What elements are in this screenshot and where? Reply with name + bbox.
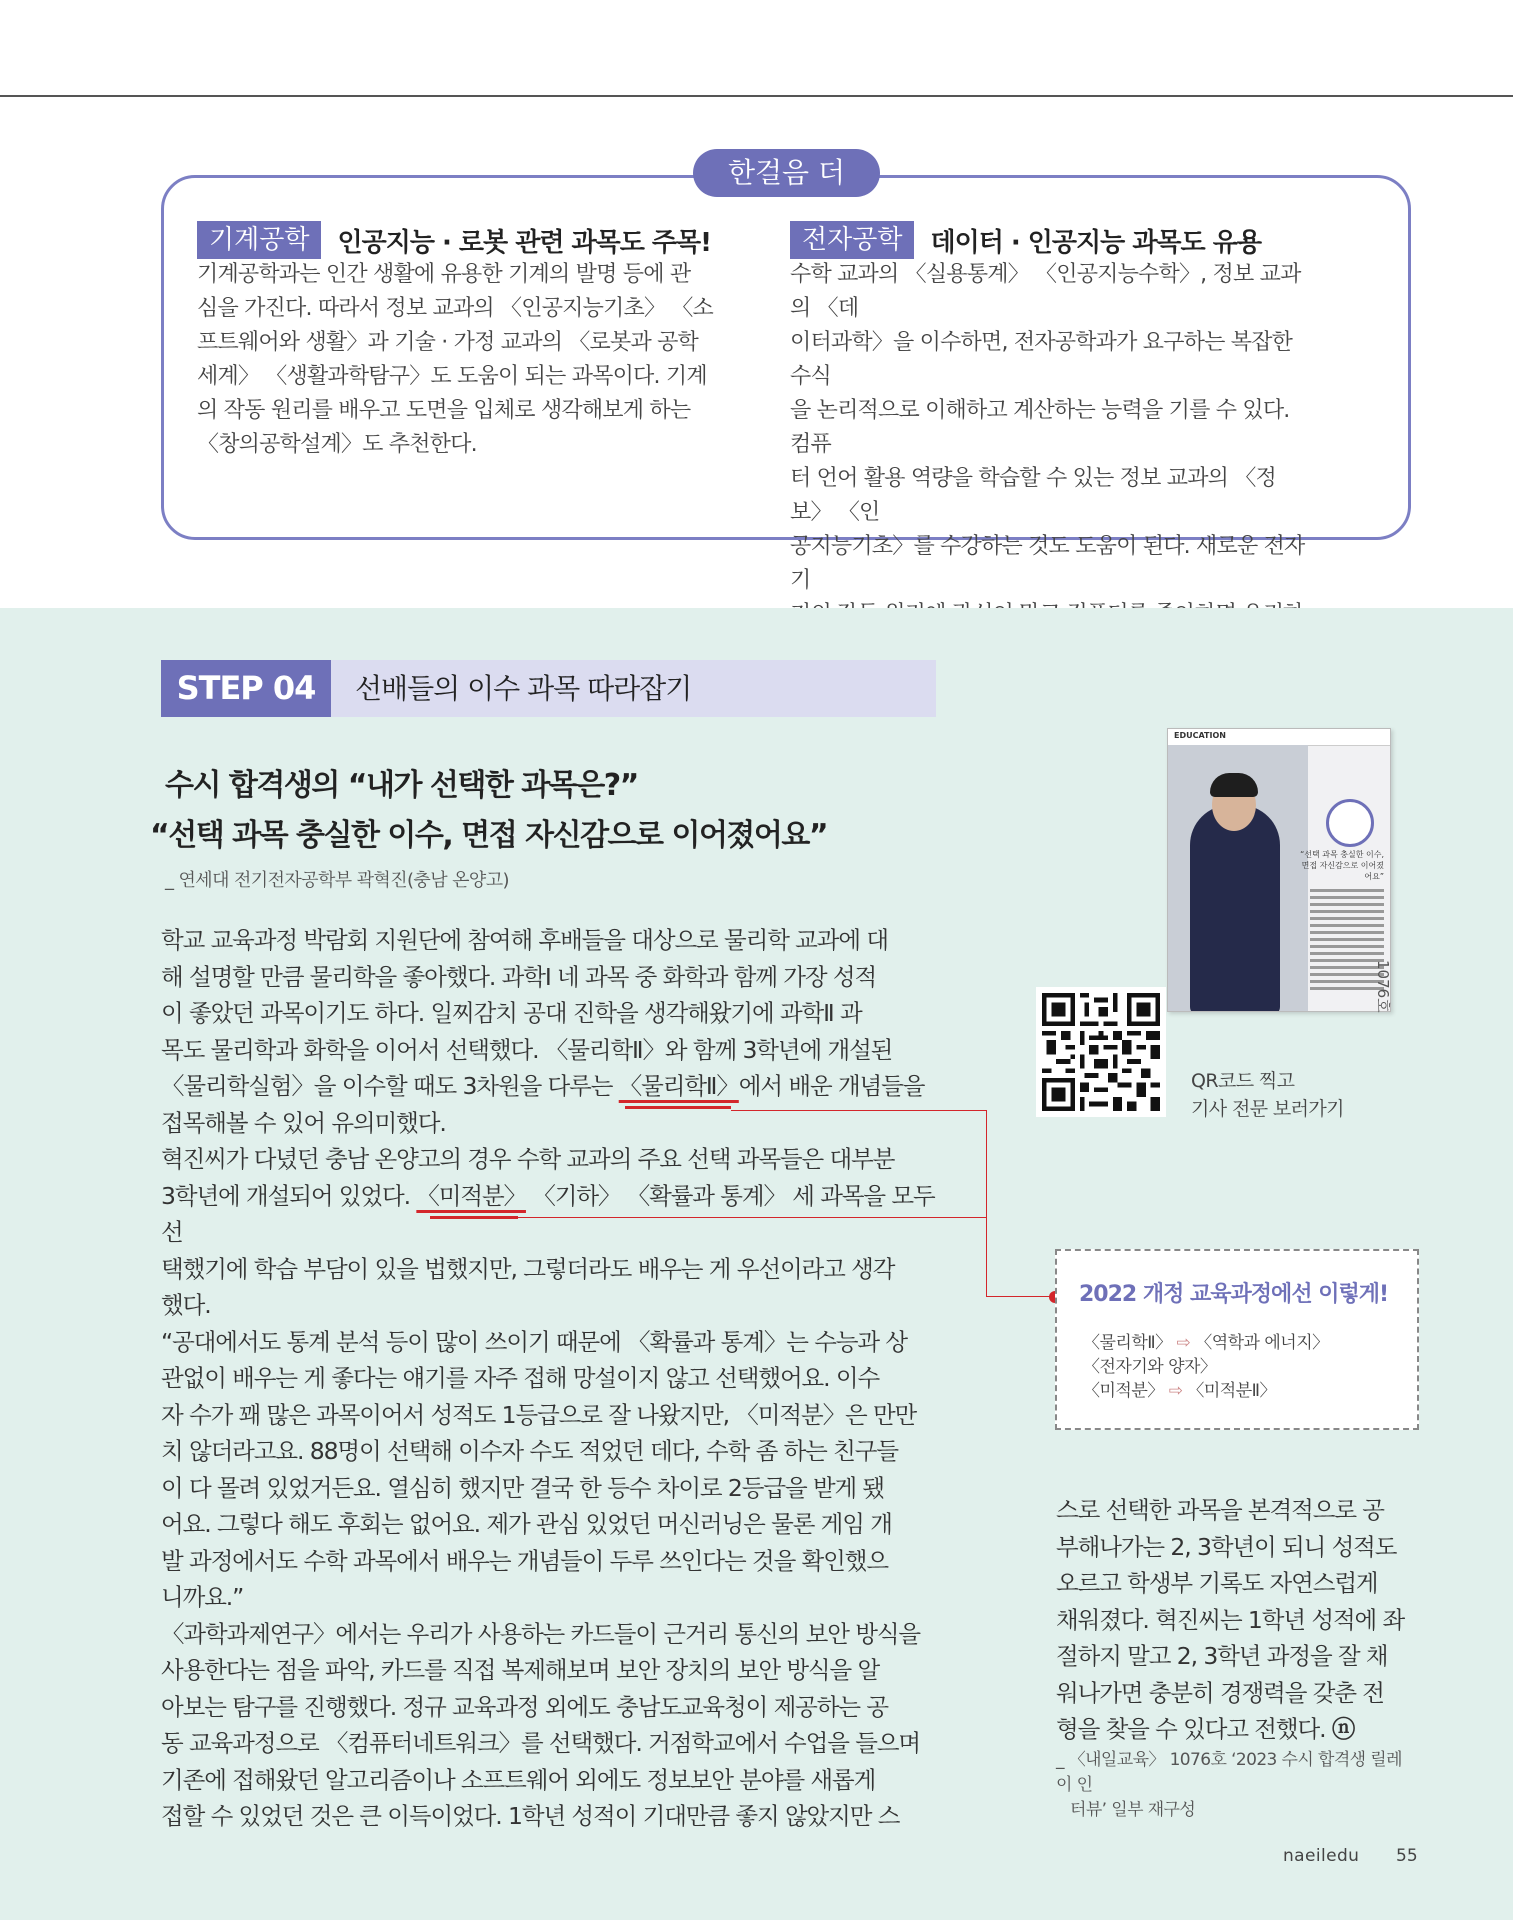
text-line: 이 좋았던 과목이기도 하다. 일찌감치 공대 진학을 생각해왔기에 과학Ⅱ 과 (161, 999, 862, 1027)
tip-mechanical-body (197, 258, 717, 462)
connector-line (731, 1110, 986, 1111)
text-line: 어요. 그렇다 해도 후회는 없어요. 제가 관심 있었던 머신러닝은 물론 게임 개 (161, 1510, 892, 1538)
text-line (1056, 1711, 1416, 1748)
curriculum-row (1083, 1355, 1329, 1379)
connector-line (430, 1216, 518, 1219)
page-number: 55 (1396, 1846, 1418, 1866)
text-line: 프트웨어와 생활〉과 기술 · 가정 교과의 〈로봇과 공학 (197, 330, 698, 355)
side-column-text (1056, 1492, 1416, 1748)
text-line: 워나가면 충분히 경쟁력을 갖춘 전 (1056, 1678, 1384, 1707)
arrow-icon: ⇨ (1168, 1381, 1183, 1401)
highlight-calculus: 〈미적분〉 (416, 1181, 526, 1210)
text-line: 택했기에 학습 부담이 있을 법했지만, 그렇더라도 배우는 게 우선이라고 생각 (161, 1254, 895, 1283)
text-line (161, 1178, 936, 1251)
article-headline-1: 수시 합격생의 “내가 선택한 과목은?” (165, 768, 638, 803)
tip-mechanical-title: 인공지능 · 로봇 관련 과목도 주목! (337, 227, 711, 258)
text-line: 했다. (161, 1291, 211, 1319)
text-line: 해 설명할 만큼 물리학을 좋아했다. 과학Ⅰ 네 과목 중 화학과 함께 가장 성적 (161, 962, 877, 991)
text-line: 심을 가진다. 따라서 정보 교과의 〈인공지능기초〉 〈소 (197, 296, 713, 321)
issue-label: 1076호 (1374, 960, 1392, 1013)
text-line: 이 다 몰려 있었거든요. 열심히 했지만 결국 한 등수 차이로 2등급을 받게 됐 (161, 1473, 885, 1502)
step-title: 선배들의 이수 과목 따라잡기 (355, 672, 692, 705)
text-line: 오르고 학생부 기록도 자연스럽게 (1056, 1569, 1378, 1597)
text-line: 사용한다는 점을 파악, 카드를 직접 복제해보며 보안 장치의 보안 방식을 알 (161, 1656, 880, 1684)
connector-line (517, 1217, 986, 1218)
highlight-physics2: 〈물리학Ⅱ〉 (618, 1072, 739, 1100)
text-line: 치 않더라고요. 88명이 선택해 이수자 수도 적었던 데다, 수학 좀 하는 친구들 (161, 1437, 898, 1465)
qr-caption (1191, 1067, 1344, 1123)
article-body (161, 922, 936, 1835)
text-span: 〈미적분〉 (1083, 1381, 1164, 1401)
curriculum-change-title: 2022 개정 교육과정에선 이렇게! (1079, 1282, 1389, 1307)
text-line: 이터과학〉을 이수하면, 전자공학과가 요구하는 복잡한 수식 (790, 330, 1293, 389)
text-span: 〈물리학실험〉을 이수할 때도 3차원을 다루는 (161, 1072, 619, 1100)
connector-line (625, 1106, 731, 1109)
person-figure (1190, 805, 1280, 1012)
tip-electronic-title: 데이터 · 인공지능 과목도 유용 (930, 227, 1261, 258)
curriculum-row (1083, 1331, 1329, 1355)
text-line: 절하지 말고 2, 3학년 과정을 잘 채 (1056, 1642, 1388, 1670)
article-byline: _ 연세대 전기전자공학부 곽혁진(충남 온양고) (165, 870, 509, 891)
article-headline-2: “선택 과목 충실한 이수, 면접 자신감으로 이어졌어요” (150, 818, 828, 853)
text-line: 접할 수 있었던 것은 큰 이득이었다. 1학년 성적이 기대만큼 좋지 않았지만 스 (161, 1802, 900, 1830)
text-line: 터뷰’ 일부 재구성 (1070, 1800, 1196, 1820)
end-mark-icon: ⓝ (1331, 1715, 1355, 1743)
curriculum-row (1083, 1379, 1329, 1403)
tip-badge: 한걸음 더 (693, 149, 880, 197)
text-line: 부해나가는 2, 3학년이 되니 성적도 (1056, 1532, 1397, 1561)
text-line: 세계〉 〈생활과학탐구〉도 도움이 되는 과목이다. 기계 (197, 364, 707, 389)
arrow-icon: ⇨ (1176, 1333, 1191, 1353)
magazine-photo (1168, 745, 1308, 1011)
text-line: 목도 물리학과 화학을 이어서 선택했다. 〈물리학Ⅱ〉와 함께 3학년에 개설된 (161, 1035, 893, 1064)
text-span: 〈물리학Ⅱ〉 (1083, 1333, 1172, 1353)
step-label: STEP 04 (161, 660, 331, 717)
text-span: 〈역학과 에너지〉 (1195, 1333, 1329, 1353)
footer-brand: naeiledu (1283, 1846, 1360, 1866)
text-line: 학교 교육과정 박람회 지원단에 참여해 후배들을 대상으로 물리학 교과에 대 (161, 926, 888, 954)
curriculum-change-box (1055, 1249, 1419, 1430)
text-line: 자 수가 꽤 많은 과목이어서 성적도 1등급으로 잘 나왔지만, 〈미적분〉은 만만 (161, 1400, 917, 1429)
magazine-brand: EDUCATION (1174, 731, 1226, 740)
tip-mechanical (197, 220, 717, 462)
magazine-header (1168, 729, 1390, 746)
text-line: 의 작동 원리를 배우고 도면을 입체로 생각해보게 하는 (197, 398, 691, 423)
text-span: 〈전자기와 양자〉 (1083, 1357, 1217, 1377)
text-line: 스로 선택한 과목을 본격적으로 공 (1056, 1496, 1384, 1524)
text-span: 〈기하〉 〈확률과 통계〉 세 과목을 모두 선 (161, 1181, 935, 1246)
text-line: “공대에서도 통계 분석 등이 많이 쓰이기 때문에 〈확률과 통계〉는 수능과 상 (161, 1327, 908, 1356)
text-line: 〈창의공학설계〉도 추천한다. (197, 432, 477, 457)
text-line: 접목해볼 수 있어 유의미했다. (161, 1108, 446, 1137)
qr-caption-line: 기사 전문 보러가기 (1191, 1098, 1344, 1120)
text-line: 〈과학과제연구〉에서는 우리가 사용하는 카드들이 근거리 통신의 보안 방식을 (161, 1619, 921, 1648)
connector-line (986, 1110, 987, 1297)
text-line: 혁진씨가 다녔던 충남 온양고의 경우 수학 교과의 주요 선택 과목들은 대부분 (161, 1145, 895, 1173)
text-line: 수학 교과의 〈실용통계〉 〈인공지능수학〉, 정보 교과의 〈데 (790, 262, 1301, 321)
curriculum-change-list (1083, 1331, 1329, 1403)
magazine-quote: “선택 과목 충실한 이수, 면접 자신감으로 이어졌어요” (1300, 850, 1384, 881)
tag-mechanical: 기계공학 (197, 221, 321, 259)
text-line: 터 언어 활용 역량을 학습할 수 있는 정보 교과의 〈정보〉 〈인 (790, 466, 1276, 525)
source-note (1056, 1748, 1416, 1823)
text-line: 채워졌다. 혁진씨는 1학년 성적에 좌 (1056, 1605, 1405, 1634)
text-line: 기존에 접해왔던 알고리즘이나 소프트웨어 외에도 정보보안 분야를 새롭게 (161, 1765, 876, 1794)
connector-line (986, 1296, 1054, 1297)
text-span: 3학년에 개설되어 있었다. (161, 1181, 417, 1210)
top-rule (0, 95, 1513, 97)
magazine-thumbnail (1167, 728, 1391, 1012)
person-hair (1210, 773, 1258, 797)
text-line: 을 논리적으로 이해하고 계산하는 능력을 기를 수 있다. 컴퓨 (790, 398, 1290, 457)
text-line: 동 교육과정으로 〈컴퓨터네트워크〉를 선택했다. 거점학교에서 수업을 들으며 (161, 1729, 921, 1757)
text-line: 발 과정에서도 수학 과목에서 배우는 개념들이 두루 쓰인다는 것을 확인했으 (161, 1546, 888, 1575)
text-line: _ 〈내일교육〉 1076호 ‘2023 수시 합격생 릴레이 인 (1056, 1750, 1402, 1795)
text-line: 관없이 배우는 게 좋다는 얘기를 자주 접해 망설이지 않고 선택했어요. 이수 (161, 1364, 880, 1392)
text-line: 공지능기초〉를 수강하는 것도 도움이 된다. 새로운 전자 기 (790, 534, 1305, 593)
tag-electronic: 전자공학 (790, 221, 914, 259)
text-line (161, 1068, 936, 1105)
text-span: 〈미적분Ⅱ〉 (1187, 1381, 1276, 1401)
text-span: 형을 찾을 수 있다고 전했다. (1056, 1715, 1326, 1743)
text-line: 니까요.” (161, 1583, 244, 1611)
text-line: 아보는 탐구를 진행했다. 정규 교육과정 외에도 충남도교육청이 제공하는 공 (161, 1692, 888, 1721)
qr-code-icon[interactable] (1036, 987, 1166, 1117)
qr-caption-line: QR코드 찍고 (1191, 1070, 1295, 1092)
magazine-badge-icon (1326, 799, 1374, 847)
text-line: 기계공학과는 인간 생활에 유용한 기계의 발명 등에 관 (197, 262, 691, 287)
text-span: 에서 배운 개념들을 (738, 1072, 925, 1100)
